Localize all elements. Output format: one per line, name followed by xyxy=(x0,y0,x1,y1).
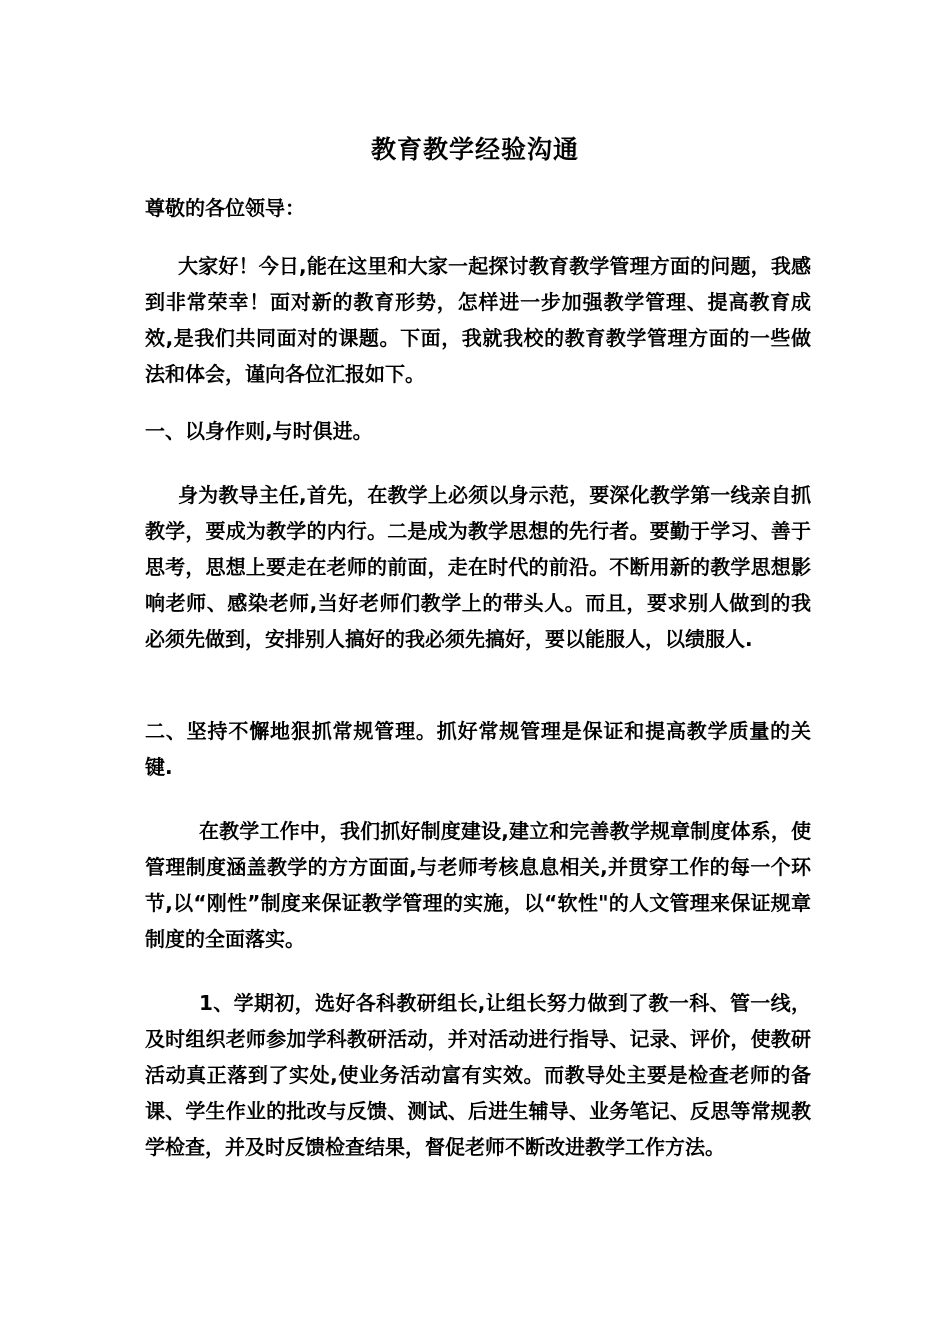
document-title: 教育教学经验沟通 xyxy=(370,135,579,164)
paragraph-item-1: 1、学期初，选好各科教研组长,让组长努力做到了教一科、管一线，及时组织老师参加学科教研活动，并对活动进行指导、记录、评价，使教研活动真正落到了实处,使业务活动富有实效。而教导处主要是检查老师的备课、学生作业的批改与反馈、测试、后进生辅导、业务笔记、反思等常规教学检查，并及时反馈检查结果，督促老师不断改进教学工作方法。 xyxy=(145,991,811,1159)
paragraph-intro: 大家好！今日,能在这里和大家一起探讨教育教学管理方面的问题，我感到非常荣幸！面对新的教育形势，怎样进一步加强教学管理、提高教育成效,是我们共同面对的课题。下面，我就我校的教育教学管理方面的一些做法和体会，谨向各位汇报如下。 xyxy=(145,254,811,386)
paragraph-section-1: 身为教导主任,首先，在教学上必须以身示范，要深化教学第一线亲自抓教学，要成为教学的内行。二是成为教学思想的先行者。要勤于学习、善于思考，思想上要走在老师的前面，走在时代的前沿。不断用新的教学思想影响老师、感染老师,当好老师们教学上的带头人。而且，要求别人做到的我必须先做到，安排别人搞好的我必须先搞好，要以能服人，以绩服人. xyxy=(145,483,811,651)
salutation: 尊敬的各位领导： xyxy=(145,196,305,220)
section-heading-1: 一、以身作则,与时俱进。 xyxy=(145,419,373,443)
section-heading-2: 二、坚持不懈地狠抓常规管理。抓好常规管理是保证和提高教学质量的关键. xyxy=(145,719,811,779)
paragraph-section-2: 在教学工作中，我们抓好制度建设,建立和完善教学规章制度体系，使管理制度涵盖教学的方方面面,与老师考核息息相关,并贯穿工作的每一个环节,以“刚性”制度来保证教学管理的实施，以“软性"的人文管理来保证规章制度的全面落实。 xyxy=(145,819,811,951)
